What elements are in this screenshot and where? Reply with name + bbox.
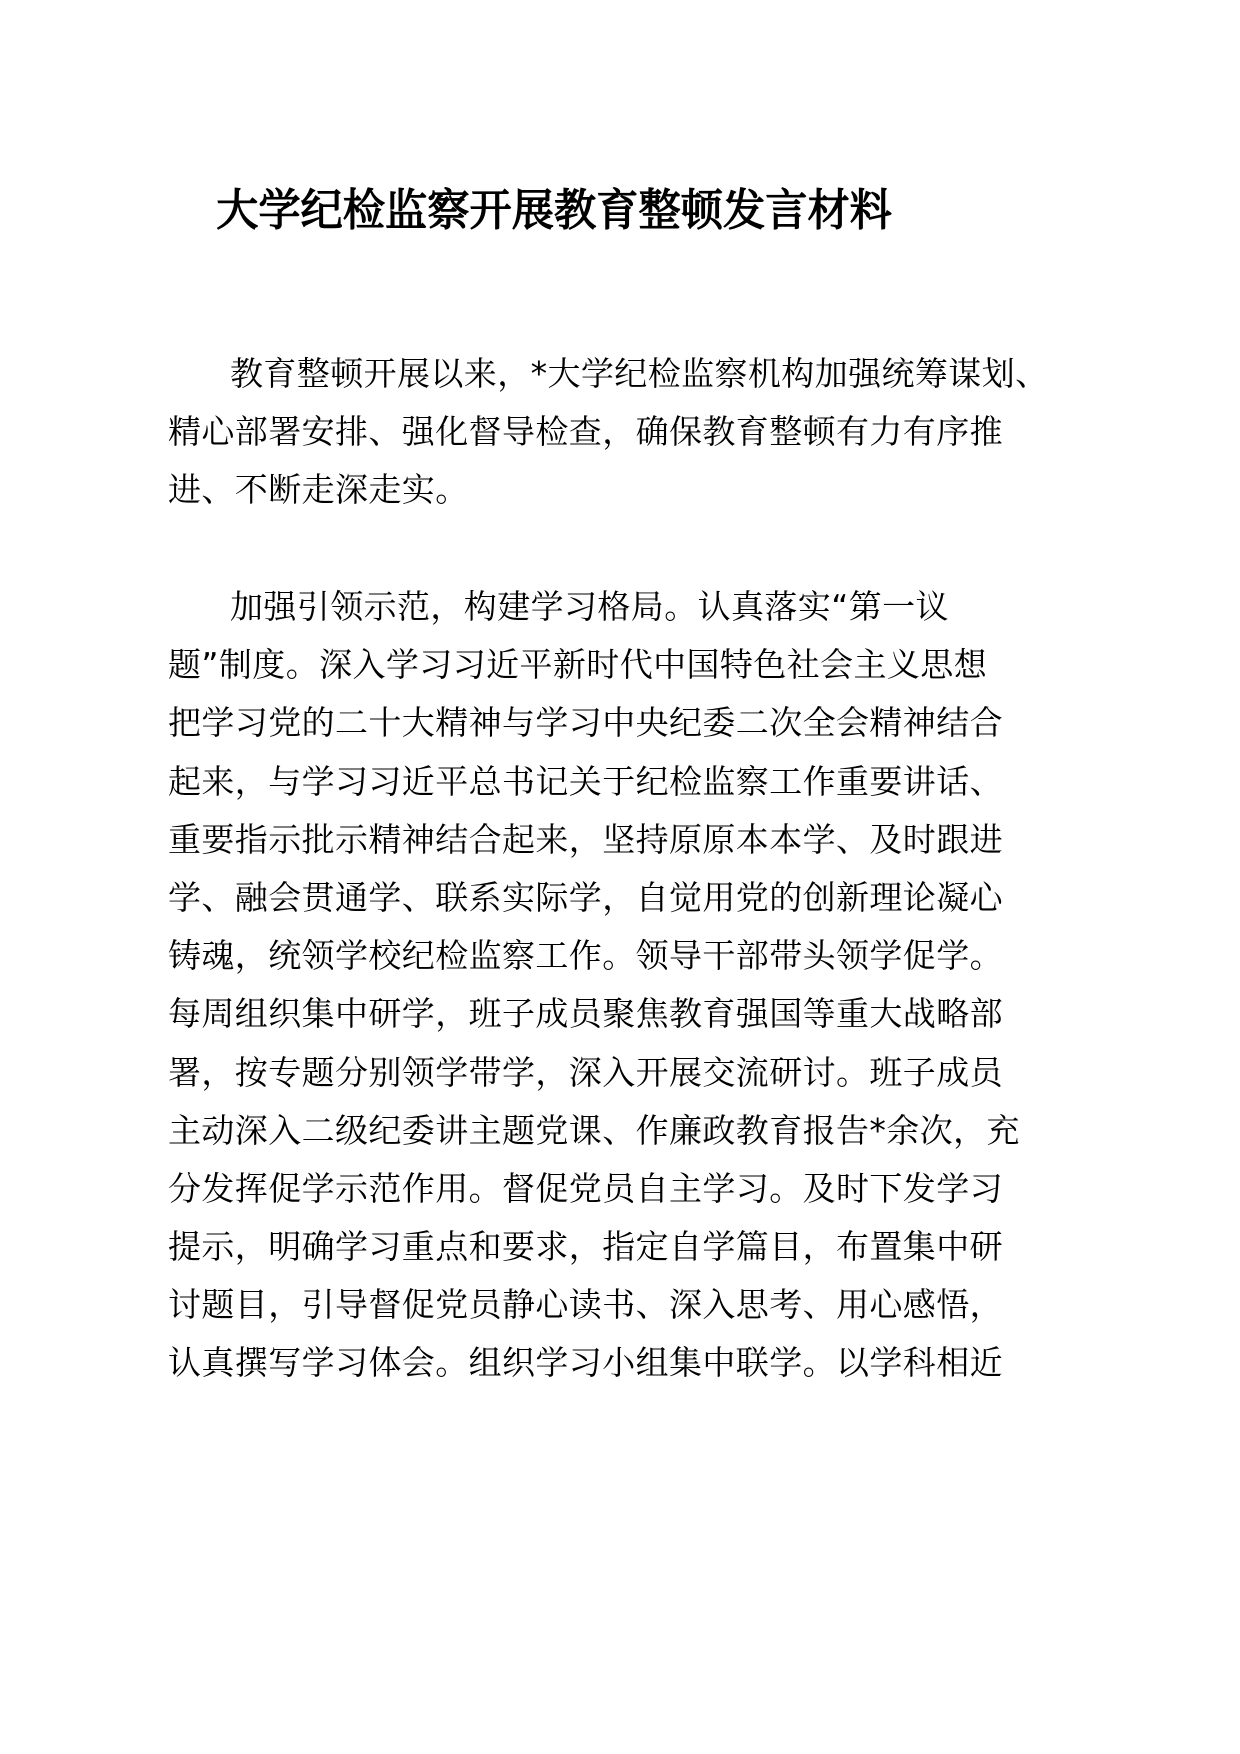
paragraph-line: 精心部署安排、强化督导检查，确保教育整顿有力有序推 xyxy=(168,412,1003,452)
paragraph-line: 加强引领示范，构建学习格局。认真落实“第一议 xyxy=(230,587,949,626)
paragraph-line: 题”制度。深入学习习近平新时代中国特色社会主义思想 xyxy=(168,645,988,685)
document-title: 大学纪检监察开展教育整顿发言材料 xyxy=(216,185,892,236)
paragraph-line: 认真撰写学习体会。组织学习小组集中联学。以学科相近 xyxy=(168,1343,1003,1383)
paragraph-intro xyxy=(168,345,1049,520)
paragraph-line: 把学习党的二十大精神与学习中央纪委二次全会精神结合 xyxy=(168,703,1003,743)
paragraph-line: 分发挥促学示范作用。督促党员自主学习。及时下发学习 xyxy=(168,1168,1003,1208)
paragraph-line: 进、不断走深走实。 xyxy=(168,470,469,510)
paragraph-line: 讨题目，引导督促党员静心读书、深入思考、用心感悟， xyxy=(168,1285,1003,1325)
paragraph-line: 提示，明确学习重点和要求，指定自学篇目，布置集中研 xyxy=(168,1227,1003,1267)
paragraph-line: 重要指示批示精神结合起来，坚持原原本本学、及时跟进 xyxy=(168,819,1003,859)
paragraph-line: 教育整顿开展以来，*大学纪检监察机构加强统筹谋划、 xyxy=(230,354,1049,393)
paragraph-line: 起来，与学习习近平总书记关于纪检监察工作重要讲话、 xyxy=(168,761,1003,801)
paragraph-line: 每周组织集中研学，班子成员聚焦教育强国等重大战略部 xyxy=(168,994,1003,1034)
paragraph-line: 主动深入二级纪委讲主题党课、作廉政教育报告*余次，充 xyxy=(168,1110,1020,1150)
paragraph-line: 学、融会贯通学、联系实际学，自觉用党的创新理论凝心 xyxy=(168,877,1003,917)
paragraph-study-guidance xyxy=(168,578,1020,1393)
paragraph-line: 署，按专题分别领学带学，深入开展交流研讨。班子成员 xyxy=(168,1052,1003,1092)
paragraph-line: 铸魂，统领学校纪检监察工作。领导干部带头领学促学。 xyxy=(168,936,1003,976)
